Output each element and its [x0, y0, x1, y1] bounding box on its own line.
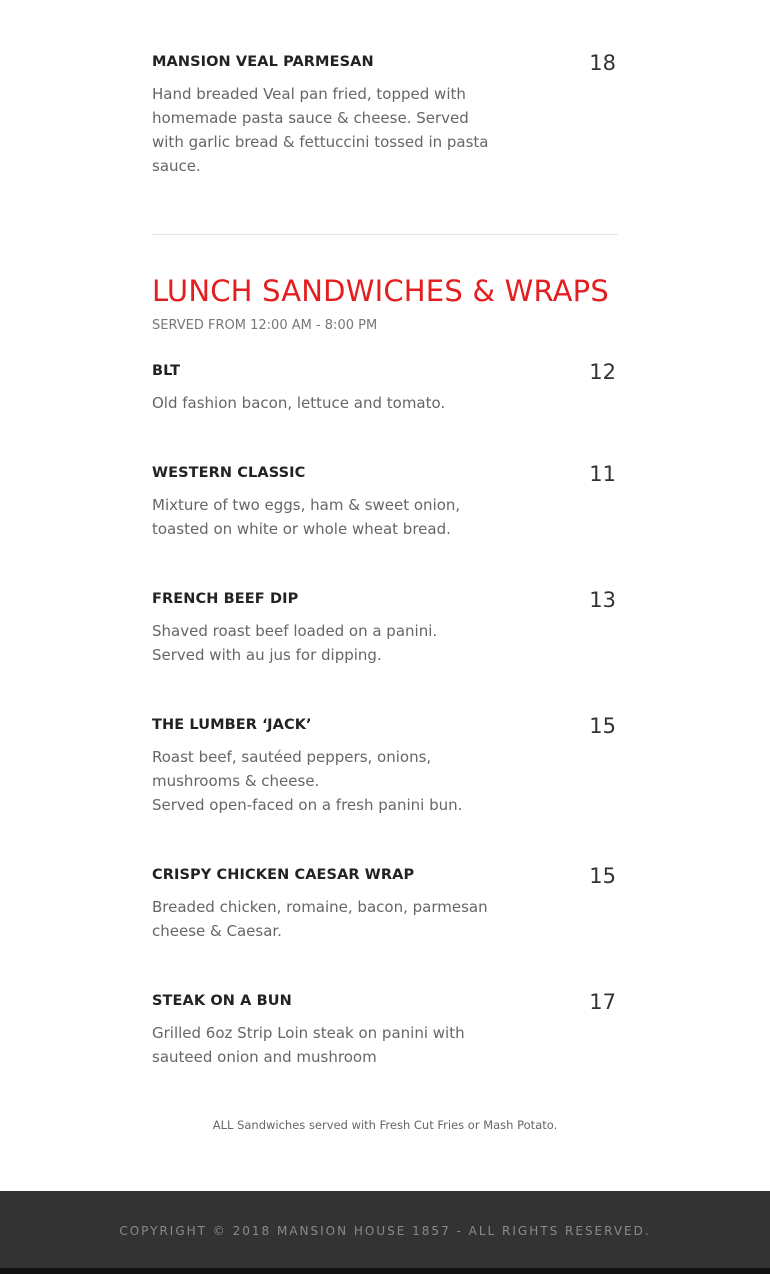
menu-item-price: 12 [589, 360, 616, 384]
menu-item-description-line: Served open-faced on a fresh panini bun. [152, 796, 463, 814]
menu-item-price: 18 [589, 51, 616, 75]
menu-item-name: CRISPY CHICKEN CAESAR WRAP [152, 867, 415, 883]
menu-item-name: BLT [152, 363, 181, 379]
section-subtitle: SERVED FROM 12:00 AM - 8:00 PM [152, 318, 378, 333]
menu-item-price: 17 [589, 990, 616, 1014]
menu-item-name: THE LUMBER ‘JACK’ [152, 717, 312, 733]
menu-item-description: Breaded chicken, romaine, bacon, parmesan cheese & Caesar. [152, 898, 488, 940]
menu-item-description-line: Roast beef, sautéed peppers, onions, mushrooms & cheese. [152, 748, 432, 790]
copyright-text: COPYRIGHT © 2018 MANSION HOUSE 1857 - ALL RIGHTS RESERVED. [119, 1224, 651, 1238]
menu-item-description [152, 745, 492, 817]
menu-item-name: FRENCH BEEF DIP [152, 591, 299, 607]
menu-item-description: Old fashion bacon, lettuce and tomato. [152, 394, 446, 412]
menu-item-price: 13 [589, 588, 616, 612]
menu-item-description: Grilled 6oz Strip Loin steak on panini with sauteed onion and mushroom [152, 1024, 465, 1066]
menu-item-name: MANSION VEAL PARMESAN [152, 54, 374, 70]
menu-item-price: 11 [589, 462, 616, 486]
menu-item-price: 15 [589, 714, 616, 738]
menu-item-description: Mixture of two eggs, ham & sweet onion, toasted on white or whole wheat bread. [152, 496, 461, 538]
site-footer [0, 1191, 770, 1268]
bottom-bar [0, 1268, 770, 1274]
section-footnote: ALL Sandwiches served with Fresh Cut Fries or Mash Potato. [212, 1118, 558, 1132]
section-divider [152, 234, 618, 235]
menu-item-description: Hand breaded Veal pan fried, topped with homemade pasta sauce & cheese. Served with garlic bread & fettuccini tossed in pasta sauce. [152, 85, 489, 175]
menu-item-name: STEAK ON A BUN [152, 993, 292, 1009]
menu-item-price: 15 [589, 864, 616, 888]
menu-item-description: Shaved roast beef loaded on a panini. Served with au jus for dipping. [152, 622, 438, 664]
menu-item-name: WESTERN CLASSIC [152, 465, 306, 481]
section-title: LUNCH SANDWICHES & WRAPS [152, 274, 609, 308]
